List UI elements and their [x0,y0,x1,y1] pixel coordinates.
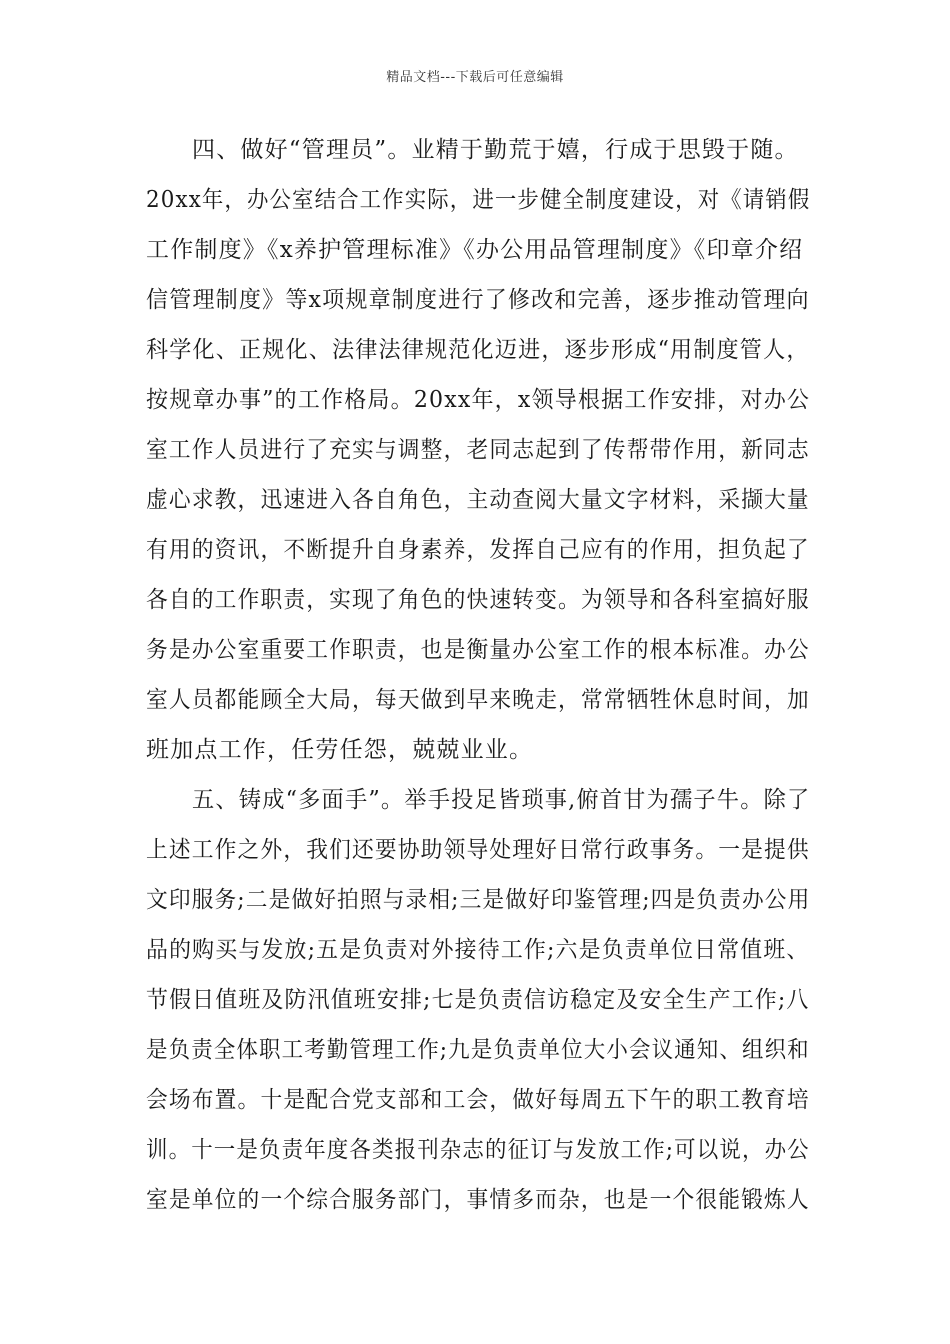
text-line: 班加点工作，任劳任怨，兢兢业业。 [146,737,534,763]
text-line: 信管理制度》等x项规章制度进行了修改和完善，逐步推动管理向 [146,287,810,313]
page-header: 精品文档---下载后可任意编辑 [386,70,564,85]
text-line: 是负责全体职工考勤管理工作;九是负责单位大小会议通知、组织和 [146,1037,810,1063]
text-line: 室工作人员进行了充实与调整，老同志起到了传帮带作用，新同志 [146,437,810,463]
text-line: 会场布置。十是配合党支部和工会，做好每周五下午的职工教育培 [146,1087,810,1113]
text-line: 虚心求教，迅速进入各自角色，主动查阅大量文字材料，采撷大量 [146,487,810,513]
text-line: 科学化、正规化、法律法律规范化迈进，逐步形成“用制度管人， [146,337,810,363]
text-line: 各自的工作职责，实现了角色的快速转变。为领导和各科室搞好服 [146,587,810,613]
text-line: 五、铸成“多面手”。举手投足皆琐事,俯首甘为孺子牛。除了 [192,787,811,813]
text-line: 有用的资讯，不断提升自身素养，发挥自己应有的作用，担负起了 [146,537,810,563]
text-line: 室是单位的一个综合服务部门，事情多而杂，也是一个很能锻炼人 [146,1187,810,1213]
text-line: 按规章办事”的工作格局。20xx年，x领导根据工作安排，对办公 [146,387,811,413]
text-line: 训。十一是负责年度各类报刊杂志的征订与发放工作;可以说，办公 [146,1137,810,1163]
text-line: 室人员都能顾全大局，每天做到早来晚走，常常牺牲休息时间，加 [146,687,810,713]
text-line: 节假日值班及防汛值班安排;七是负责信访稳定及安全生产工作;八 [146,987,810,1013]
text-line: 工作制度》《x养护管理标准》《办公用品管理制度》《印章介绍 [146,237,804,263]
text-line: 20xx年，办公室结合工作实际，进一步健全制度建设，对《请销假 [146,187,811,213]
text-line: 品的购买与发放;五是负责对外接待工作;六是负责单位日常值班、 [146,937,810,963]
text-line: 务是办公室重要工作职责，也是衡量办公室工作的根本标准。办公 [146,637,810,663]
text-line: 文印服务;二是做好拍照与录相;三是做好印鉴管理;四是负责办公用 [146,887,811,913]
text-line: 上述工作之外，我们还要协助领导处理好日常行政事务。一是提供 [146,837,810,863]
text-line: 四、做好“管理员”。业精于勤荒于嬉，行成于思毁于随。 [192,137,799,163]
